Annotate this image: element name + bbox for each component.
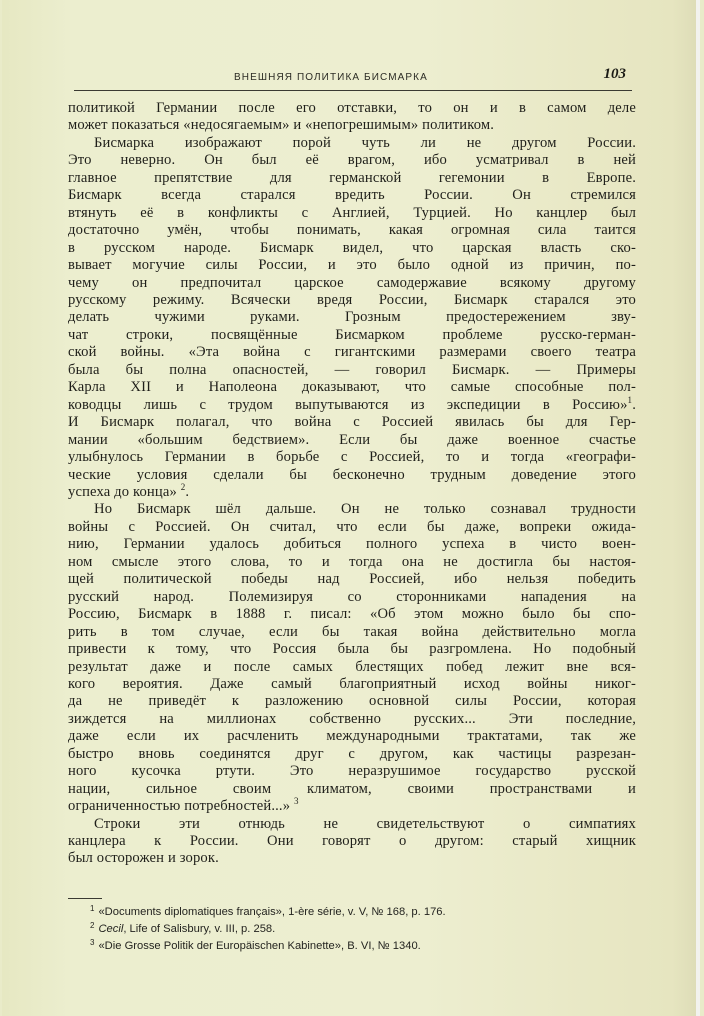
text-line [68,519,636,536]
line-text: русскому режиму. Всячески вредя России, Бисмарк старался это [68,291,636,308]
text-line [68,816,636,833]
line-text: канцлера к России. Они говорят о другом: старый хищник [68,833,636,850]
line-text: И Бисмарк полагал, что война с Россией явилась бы для Гер- [68,414,636,431]
line-text: нию, Германии удалось добиться полного успеха в чисто воен- [68,536,636,553]
text-line [68,641,636,658]
footnote-3 [90,936,650,953]
text-line [68,100,636,117]
text-line [68,449,636,466]
footnote-2 [90,919,650,936]
text-line [68,394,636,414]
text-line [68,536,636,553]
text-line [68,257,636,274]
line-text: Строки эти отнюдь не свидетельствуют о симпатиях [94,815,636,832]
header-rule [74,90,632,91]
text-line [68,292,636,309]
text-line [68,117,636,134]
text-line [68,362,636,379]
line-text: успеха до конца» [68,483,181,500]
line-text: Россию, Бисмарк в 1888 г. писал: «Об этом можно было бы спо- [68,606,636,623]
text-line [68,135,636,152]
text-line [68,152,636,169]
book-page [2,0,700,1016]
text-line [68,432,636,449]
footnote-1 [90,902,650,919]
line-text: Это неверно. Он был её врагом, ибо усматривал в ней [68,152,636,169]
body-text [68,100,636,868]
text-line [68,240,636,257]
line-text: кого вероятия. Даже самый благоприятный исход войны никог- [68,675,636,692]
line-text: да не приведёт к разложению основной силы России, которая [68,693,636,710]
line-text: втянуть её в конфликты с Англией, Турцией. Но канцлер был [68,204,636,221]
footnote-mark: 3 [90,938,95,948]
line-text: зиждется на миллионах собственно русских... Эти последние, [68,710,636,727]
line-text: даже если их расчленить международными трактатами, так же [68,728,636,745]
line-text: привести к тому, что Россия была бы разгромлена. Но подобный [68,641,636,658]
line-text: улыбнулось Германии в борьбе с Россией, то и тогда «географи- [68,449,636,466]
line-text: была бы полна опасностей, — говорил Бисмарк. — Примеры [68,361,636,378]
footnote-author: Cecil [98,923,124,936]
line-text: делать чужими руками. Грозным предостережением зву- [68,309,636,326]
line-text: нации, сильное своим климатом, своими пространствами и [68,780,636,797]
line-suffix: . [632,396,636,413]
text-line [68,711,636,728]
page-edge [696,0,700,1016]
text-line [68,624,636,641]
running-title: ВНЕШНЯЯ ПОЛИТИКА БИСМАРКА [234,72,428,83]
text-line [68,763,636,780]
line-text: рить в том случае, если бы такая война действительно могла [68,623,636,640]
text-line [68,222,636,239]
page-header [74,66,634,88]
text-line [68,728,636,745]
page-number: 103 [603,66,626,82]
line-text: войны с Россией. Он считал, что если бы даже, вопреки ожида- [68,518,636,535]
line-text: ного кусочка ртути. Это неразрушимое государство русской [68,763,636,780]
text-line [68,414,636,431]
line-text: чему он предпочитал царское самодержавие всякому другому [68,274,636,291]
text-line [68,501,636,518]
footnote-mark: 2 [90,921,95,931]
text-line [68,589,636,606]
text-line [68,379,636,396]
text-line [68,746,636,763]
footnotes [90,902,650,954]
text-line [68,344,636,361]
text-line [68,693,636,710]
line-text: мании «большим бедствием». Если бы даже военное счастье [68,431,636,448]
text-line [68,606,636,623]
footnote-text: «Documents diplomatiques français», 1-ère série, v. V, № 168, p. 176. [98,906,446,918]
text-line [68,467,636,484]
line-text: в русском народе. Бисмарк видел, что царская власть ско- [68,239,636,256]
text-line [68,481,636,501]
text-line [68,659,636,676]
footnote-rule [68,898,102,899]
line-text: быстро вновь соединятся друг с другом, как частицы разрезан- [68,745,636,762]
footnote-reference[interactable]: 3 [293,796,299,807]
line-text: чат строки, посвящённые Бисмарком проблеме русско-герман- [68,326,636,343]
line-text: Карла XII и Наполеона доказывают, что самые способные пол- [68,379,636,396]
text-line [68,205,636,222]
line-text: главное препятствие для германской гегемонии в Европе. [68,169,636,186]
text-line [68,327,636,344]
line-text: ограниченностью потребностей...» [68,798,294,815]
line-text: достаточно умён, чтобы понимать, какая огромная сила таится [68,222,636,239]
line-text: ческие условия сделали бы бесконечно трудным доведение этого [68,466,636,483]
footnote-reference[interactable]: 2 [180,481,186,492]
line-text: может показаться «недосягаемым» и «непогрешимым» политиком. [68,117,495,134]
text-line [68,170,636,187]
line-suffix: . [185,483,190,500]
text-line [68,275,636,292]
text-line [68,309,636,326]
text-line [68,676,636,693]
text-line [68,554,636,571]
footnote-mark: 1 [90,904,95,913]
footnote-text: , Life of Salisbury, v. III, p. 258. [123,923,276,936]
line-text: русский народ. Полемизируя со сторонниками нападения на [68,588,636,605]
footnote-text: «Die Grosse Politik der Europäischen Kabinette», B. VI, № 1340. [98,940,421,953]
line-text: ской войны. «Эта война с гигантскими размерами своего театра [68,344,636,361]
line-text: результат даже и после самых блестящих побед лежит вне вся- [68,658,636,675]
text-line [68,798,636,815]
text-line [68,833,636,850]
text-line [68,187,636,204]
line-text: был осторожен и зорок. [68,850,219,867]
line-text: вывает могучие силы России, и это было одной из причин, по- [68,257,636,274]
line-text: щей политической победы над Россией, ибо нельзя победить [68,571,636,588]
line-text: Бисмарка изображают порой чуть ли не другом России. [94,134,636,151]
line-text: ном смысле этого слова, то и тогда она не достигла бы настоя- [68,553,636,570]
footnote-reference[interactable]: 1 [627,394,633,405]
line-text: ководцы лишь с трудом выпутываются из экспедиции в Россию» [68,396,628,413]
text-line [68,850,636,867]
text-line [68,571,636,588]
text-line [68,781,636,798]
line-text: Бисмарк всегда старался вредить России. Он стремился [68,187,636,204]
line-text: политикой Германии после его отставки, то он и в самом деле [68,100,636,116]
line-text: Но Бисмарк шёл дальше. Он не только сознавал трудности [94,501,636,518]
